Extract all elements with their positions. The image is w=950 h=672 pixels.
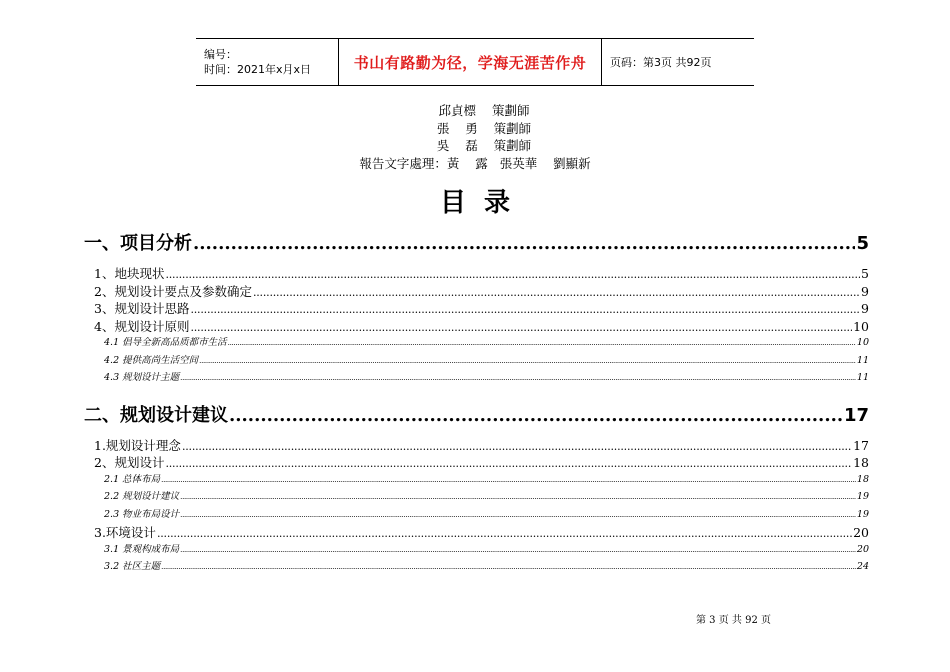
toc-entry-label: 3、规划设计思路 xyxy=(94,301,190,316)
toc-leader-dots xyxy=(190,303,860,316)
credits-block xyxy=(0,102,950,172)
toc-entry-label: 3.环境设计 xyxy=(94,525,156,540)
toc-entry-label: 2.2 规划设计建议 xyxy=(104,491,180,502)
toc-entry[interactable] xyxy=(84,471,869,488)
toc-entry[interactable] xyxy=(84,317,869,334)
toc-entry[interactable] xyxy=(84,453,869,470)
toc-entry-label: 2.3 物业布局设计 xyxy=(104,509,180,520)
toc-leader-dots xyxy=(229,405,843,426)
toc-leader-dots xyxy=(165,268,860,281)
credit-line: 張 勇 策劃師 xyxy=(436,120,532,136)
toc-leader-dots xyxy=(199,357,856,365)
motto-text: 书山有路勤为径，学海无涯苦作舟 xyxy=(353,53,587,72)
toc-leader-dots xyxy=(157,527,852,540)
toc-entry-label: 4、规划设计原则 xyxy=(94,319,190,334)
toc-entry[interactable] xyxy=(84,523,869,540)
toc-entry-page: 11 xyxy=(856,372,869,383)
toc-entry[interactable] xyxy=(84,558,869,575)
toc-entry[interactable] xyxy=(84,488,869,505)
toc-entry[interactable] xyxy=(84,436,869,453)
toc-entry-label: 3.2 社区主题 xyxy=(104,561,161,572)
toc-entry-label: 4.2 提供高尚生活空间 xyxy=(104,355,199,366)
toc-entry[interactable] xyxy=(84,401,869,425)
time-label: 时间：2021年x月x日 xyxy=(204,63,312,76)
toc-leader-dots xyxy=(180,493,856,501)
toc-entry-page: 20 xyxy=(856,544,869,555)
toc-entry-label: 一、项目分析 xyxy=(84,233,192,254)
toc-leader-dots xyxy=(228,339,856,347)
toc-entry[interactable] xyxy=(84,369,869,386)
toc-entry[interactable] xyxy=(84,541,869,558)
toc-entry-page: 17 xyxy=(843,405,869,426)
toc-entry[interactable] xyxy=(84,352,869,369)
toc-entry-label: 4.3 规划设计主题 xyxy=(104,372,180,383)
toc-entry-page: 20 xyxy=(853,525,869,540)
toc-leader-dots xyxy=(180,511,856,519)
toc-entry-page: 9 xyxy=(861,301,869,316)
header-left-cell xyxy=(196,39,338,85)
toc-leader-dots xyxy=(180,546,856,554)
toc-entry-page: 5 xyxy=(861,266,869,281)
toc-entry[interactable] xyxy=(84,282,869,299)
page-code: 页码：第3页 共92页 xyxy=(610,56,712,69)
toc-entry-label: 1.规划设计理念 xyxy=(94,438,181,453)
toc-leader-dots xyxy=(161,476,856,484)
page-footer: 第 3 页 共 92 页 xyxy=(696,615,771,626)
toc-entry[interactable] xyxy=(84,334,869,351)
credit-line: 邱貞標 策劃師 xyxy=(438,103,530,118)
page-header xyxy=(196,38,754,86)
toc-entry-label: 2、规划设计 xyxy=(94,455,165,470)
toc-leader-dots xyxy=(190,321,852,334)
toc-entry-page: 5 xyxy=(856,233,869,254)
toc-entry-page: 10 xyxy=(856,337,869,348)
toc-entry-page: 11 xyxy=(856,355,869,366)
toc-entry[interactable] xyxy=(84,299,869,316)
toc-entry-page: 19 xyxy=(856,491,869,502)
toc-leader-dots xyxy=(165,457,852,470)
toc-entry-page: 10 xyxy=(853,319,869,334)
header-motto-cell xyxy=(338,39,602,85)
toc-leader-dots xyxy=(193,233,855,254)
toc-entry[interactable] xyxy=(84,264,869,281)
toc-entry-label: 4.1 倡导全新高品质都市生活 xyxy=(104,337,227,348)
toc-entry-label: 二、规划设计建议 xyxy=(84,405,228,426)
toc-title: 目录 xyxy=(439,188,528,218)
toc-entry-label: 1、地块现状 xyxy=(94,266,165,281)
toc-entry-page: 18 xyxy=(853,455,869,470)
toc-entry-page: 9 xyxy=(861,284,869,299)
serial-label: 编号： xyxy=(204,48,237,61)
credit-line: 報告文字處理：黃 露 張英華 劉顯新 xyxy=(359,155,591,171)
credit-line: 吳 磊 策劃師 xyxy=(436,138,532,153)
toc-entry[interactable] xyxy=(84,229,869,253)
toc-leader-dots xyxy=(161,563,856,571)
toc-entry[interactable] xyxy=(84,506,869,523)
toc-entry-label: 2、规划设计要点及参数确定 xyxy=(94,284,252,299)
toc-entry-label: 2.1 总体布局 xyxy=(104,474,161,485)
toc-entry-page: 19 xyxy=(856,509,869,520)
toc-leader-dots xyxy=(182,440,852,453)
toc-leader-dots xyxy=(180,374,856,382)
toc-entry-page: 24 xyxy=(856,561,869,572)
toc-entry-label: 3.1 景观构成布局 xyxy=(104,544,180,555)
toc-entry-page: 17 xyxy=(853,438,869,453)
header-page-cell xyxy=(602,39,754,85)
toc-leader-dots xyxy=(253,286,860,299)
toc-entry-page: 18 xyxy=(856,474,869,485)
